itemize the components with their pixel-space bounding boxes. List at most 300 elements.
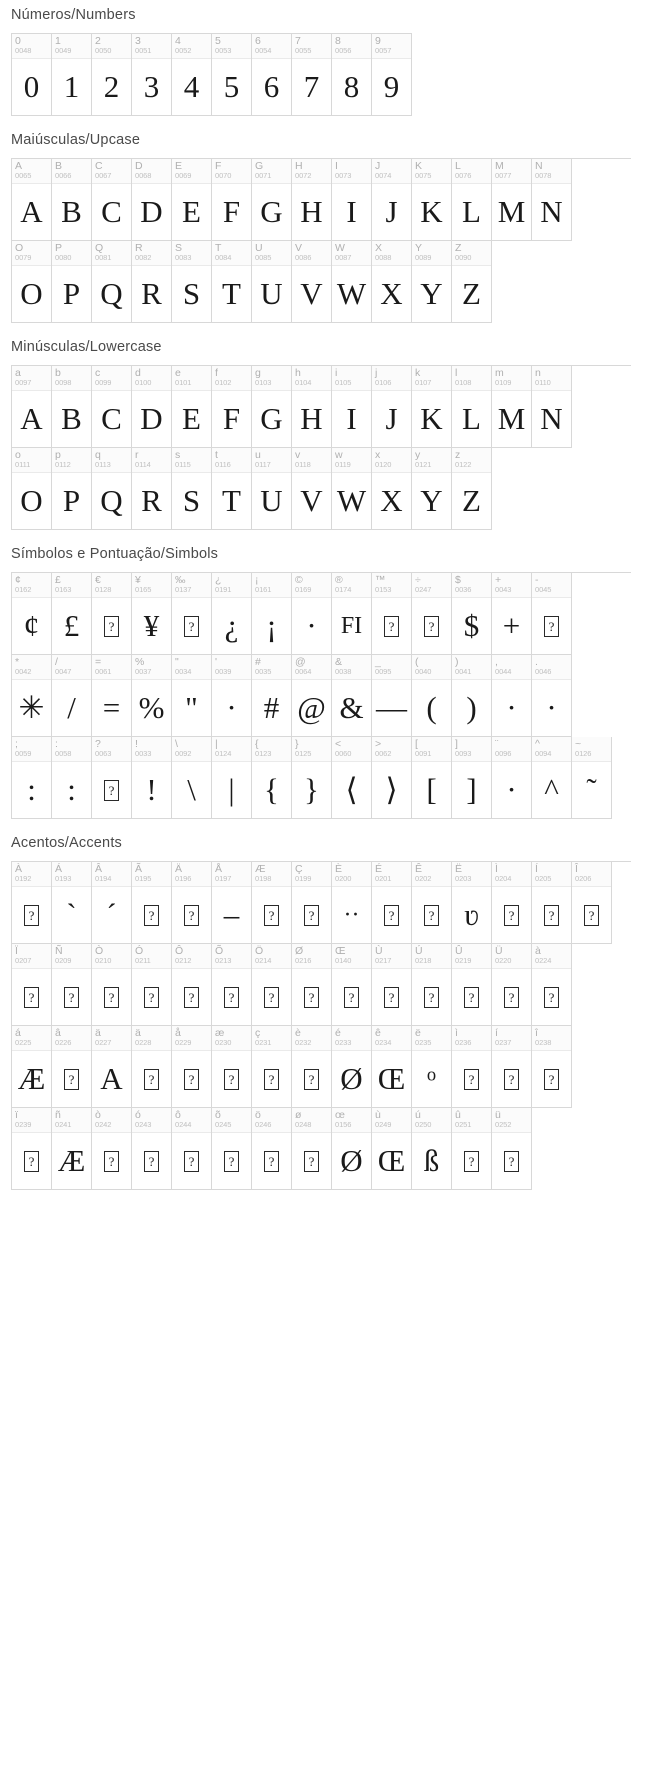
glyph-cell[interactable] — [12, 862, 52, 944]
glyph-cell[interactable] — [412, 366, 452, 448]
glyph-cell-header — [212, 655, 251, 680]
glyph-code-label: 0048 — [15, 46, 32, 55]
glyph-cell[interactable] — [332, 737, 372, 819]
glyph-cell[interactable] — [492, 737, 532, 819]
glyph-cell[interactable] — [412, 573, 452, 655]
glyph-preview: U — [260, 483, 283, 518]
glyph-cell[interactable] — [92, 159, 132, 241]
glyph-cell[interactable] — [52, 737, 92, 819]
glyph-preview: $ — [463, 608, 480, 643]
glyph-cell[interactable] — [332, 655, 372, 737]
glyph-cell-header — [92, 573, 131, 598]
glyph-cell-header — [292, 737, 331, 762]
glyph-cell[interactable] — [172, 1108, 212, 1190]
glyph-preview — [52, 969, 91, 1025]
glyph-cell[interactable] — [292, 1108, 332, 1190]
glyph-code-label: 0102 — [215, 378, 232, 387]
glyph-cell[interactable] — [332, 448, 372, 530]
glyph-char-label: ä — [95, 1027, 101, 1039]
glyph-cell[interactable] — [492, 655, 532, 737]
glyph-cell[interactable] — [452, 573, 492, 655]
glyph-cell[interactable] — [252, 944, 292, 1026]
glyph-code-label: 0047 — [55, 667, 72, 676]
notdef-box-icon: ? — [104, 1151, 119, 1172]
glyph-cell[interactable] — [212, 448, 252, 530]
glyph-cell[interactable] — [12, 34, 52, 116]
glyph-cell[interactable] — [132, 34, 172, 116]
glyph-cell-header — [412, 1026, 451, 1051]
glyph-cell[interactable] — [252, 655, 292, 737]
glyph-char-label: E — [175, 160, 183, 172]
glyph-char-label: ê — [375, 1027, 381, 1039]
glyph-code-label: 0214 — [255, 956, 272, 965]
glyph-cell[interactable] — [252, 1026, 292, 1108]
glyph-preview — [532, 887, 571, 943]
glyph-cell[interactable] — [212, 862, 252, 944]
glyph-cell[interactable] — [172, 944, 212, 1026]
glyph-cell[interactable] — [452, 366, 492, 448]
glyph-cell[interactable] — [292, 944, 332, 1026]
glyph-cell-header — [52, 573, 91, 598]
glyph-cell[interactable] — [132, 366, 172, 448]
glyph-cell[interactable] — [532, 737, 572, 819]
glyph-cell[interactable] — [52, 1026, 92, 1108]
glyph-char-label: F — [215, 160, 222, 172]
glyph-cell[interactable] — [412, 1108, 452, 1190]
notdef-box-icon: ? — [464, 1151, 479, 1172]
glyph-cell[interactable] — [292, 862, 332, 944]
glyph-cell[interactable] — [92, 1026, 132, 1108]
glyph-cell[interactable] — [452, 944, 492, 1026]
glyph-code-label: 0105 — [335, 378, 352, 387]
glyph-cell[interactable] — [12, 655, 52, 737]
glyph-cell-header — [212, 944, 251, 969]
glyph-cell[interactable] — [172, 573, 212, 655]
glyph-cell[interactable] — [372, 862, 412, 944]
glyph-cell-header — [172, 862, 211, 887]
glyph-code-label: 0231 — [255, 1038, 272, 1047]
glyph-cell[interactable] — [52, 1108, 92, 1190]
glyph-cell[interactable] — [332, 1108, 372, 1190]
glyph-cell-header — [12, 159, 51, 184]
glyph-cell[interactable] — [372, 448, 412, 530]
glyph-cell[interactable] — [212, 159, 252, 241]
glyph-code-label: 0095 — [375, 667, 392, 676]
glyph-cell-header — [52, 448, 91, 473]
glyph-preview: V — [300, 483, 323, 518]
glyph-preview — [492, 1051, 531, 1107]
glyph-cell[interactable] — [532, 862, 572, 944]
glyph-cell[interactable] — [252, 159, 292, 241]
glyph-cell[interactable] — [372, 159, 412, 241]
glyph-cell[interactable] — [412, 944, 452, 1026]
glyph-code-label: 0216 — [295, 956, 312, 965]
glyph-cell[interactable] — [452, 862, 492, 944]
glyph-cell[interactable] — [52, 573, 92, 655]
glyph-cell[interactable] — [172, 366, 212, 448]
glyph-cell[interactable] — [132, 655, 172, 737]
glyph-cell[interactable] — [332, 944, 372, 1026]
glyph-preview — [492, 1133, 531, 1189]
glyph-cell[interactable] — [132, 1108, 172, 1190]
glyph-preview — [92, 1133, 131, 1189]
glyph-cell[interactable] — [132, 241, 172, 323]
glyph-code-label: 0067 — [95, 171, 112, 180]
glyph-char-label: N — [535, 160, 543, 172]
glyph-cell[interactable] — [132, 944, 172, 1026]
glyph-cell-header — [212, 737, 251, 762]
glyph-preview: N — [540, 401, 563, 436]
glyph-cell-header — [12, 862, 51, 887]
glyph-preview: I — [346, 194, 357, 229]
glyph-cell[interactable] — [412, 655, 452, 737]
glyph-cell[interactable] — [332, 34, 372, 116]
glyph-cell[interactable] — [412, 159, 452, 241]
glyph-cell[interactable] — [372, 1026, 412, 1108]
glyph-char-label: ñ — [55, 1109, 61, 1121]
glyph-cell[interactable] — [292, 573, 332, 655]
glyph-cell-header — [532, 944, 571, 969]
glyph-cell[interactable] — [172, 737, 212, 819]
glyph-cell[interactable] — [532, 1026, 572, 1108]
glyph-cell[interactable] — [92, 241, 132, 323]
glyph-cell[interactable] — [172, 862, 212, 944]
glyph-char-label: 8 — [335, 35, 341, 47]
glyph-cell[interactable] — [292, 366, 332, 448]
glyph-cell[interactable] — [412, 1026, 452, 1108]
notdef-box-icon: ? — [544, 987, 559, 1008]
glyph-cell[interactable] — [92, 34, 132, 116]
glyph-preview: ! — [146, 772, 157, 807]
glyph-preview: } — [304, 772, 319, 807]
glyph-cell-header — [292, 862, 331, 887]
glyph-cell[interactable] — [52, 159, 92, 241]
glyph-code-label: 0153 — [375, 585, 392, 594]
glyph-cell[interactable] — [52, 448, 92, 530]
glyph-cell[interactable] — [12, 159, 52, 241]
glyph-char-label: | — [215, 738, 218, 750]
glyph-cell[interactable] — [172, 1026, 212, 1108]
glyph-char-label: ' — [215, 656, 218, 668]
glyph-char-label: ü — [495, 1109, 501, 1121]
glyph-cell[interactable] — [52, 944, 92, 1026]
glyph-cell-header — [292, 944, 331, 969]
glyph-cell[interactable] — [292, 34, 332, 116]
glyph-char-label: ø — [295, 1109, 302, 1121]
glyph-preview: [ — [426, 772, 437, 807]
glyph-cell[interactable] — [532, 944, 572, 1026]
glyph-cell-header — [92, 862, 131, 887]
glyph-code-label: 0232 — [295, 1038, 312, 1047]
glyph-cell-header — [172, 944, 211, 969]
glyph-cell[interactable] — [92, 1108, 132, 1190]
glyph-cell[interactable] — [532, 366, 572, 448]
glyph-cell[interactable] — [332, 1026, 372, 1108]
glyph-cell[interactable] — [332, 366, 372, 448]
glyph-cell[interactable] — [52, 241, 92, 323]
glyph-char-label: ¡ — [255, 574, 259, 586]
glyph-code-label: 0043 — [495, 585, 512, 594]
glyph-cell[interactable] — [132, 448, 172, 530]
glyph-cell[interactable] — [12, 1026, 52, 1108]
glyph-char-label: V — [295, 242, 303, 254]
glyph-cell[interactable] — [572, 862, 612, 944]
glyph-cell-header — [12, 737, 51, 762]
glyph-cell-header — [92, 241, 131, 266]
glyph-cell[interactable] — [172, 241, 212, 323]
glyph-cell[interactable] — [292, 737, 332, 819]
glyph-cell[interactable] — [452, 448, 492, 530]
glyph-preview: R — [141, 276, 162, 311]
glyph-code-label: 0213 — [215, 956, 232, 965]
glyph-code-label: 0096 — [495, 749, 512, 758]
glyph-cell[interactable] — [12, 366, 52, 448]
glyph-cell[interactable] — [332, 862, 372, 944]
glyph-cell-header — [52, 366, 91, 391]
glyph-char-label: È — [335, 863, 343, 875]
glyph-cell[interactable] — [532, 655, 572, 737]
glyph-cell-header — [172, 34, 211, 59]
glyph-char-label: ~ — [575, 738, 582, 750]
glyph-preview: I — [346, 401, 357, 436]
glyph-code-label: 0156 — [335, 1120, 352, 1129]
glyph-code-label: 0081 — [95, 253, 112, 262]
glyph-cell[interactable] — [92, 862, 132, 944]
glyph-preview: · — [546, 690, 557, 725]
glyph-cell[interactable] — [252, 241, 292, 323]
glyph-cell[interactable] — [212, 737, 252, 819]
glyph-cell[interactable] — [212, 944, 252, 1026]
glyph-cell[interactable] — [132, 1026, 172, 1108]
glyph-char-label: ö — [255, 1109, 261, 1121]
glyph-cell[interactable] — [492, 366, 532, 448]
glyph-char-label: î — [535, 1027, 538, 1039]
glyph-code-label: 0243 — [135, 1120, 152, 1129]
glyph-preview: K — [420, 401, 443, 436]
glyph-cell[interactable] — [52, 862, 92, 944]
glyph-cell[interactable] — [252, 366, 292, 448]
glyph-cell[interactable] — [92, 573, 132, 655]
glyph-cell[interactable] — [212, 1108, 252, 1190]
glyph-cell[interactable] — [92, 737, 132, 819]
glyph-cell-header — [132, 573, 171, 598]
glyph-cell[interactable] — [212, 366, 252, 448]
glyph-cell-header — [452, 944, 491, 969]
glyph-cell[interactable] — [412, 241, 452, 323]
glyph-cell[interactable] — [132, 862, 172, 944]
glyph-cell[interactable] — [12, 944, 52, 1026]
glyph-cell[interactable] — [372, 34, 412, 116]
glyph-code-label: 0217 — [375, 956, 392, 965]
glyph-cell-header — [252, 1026, 291, 1051]
glyph-cell[interactable] — [132, 573, 172, 655]
glyph-preview: 0 — [23, 69, 40, 104]
glyph-cell[interactable] — [12, 573, 52, 655]
glyph-cell[interactable] — [372, 737, 412, 819]
glyph-cell-header — [532, 737, 571, 762]
glyph-cell[interactable] — [252, 573, 292, 655]
glyph-preview: S — [182, 276, 201, 311]
glyph-cell[interactable] — [532, 159, 572, 241]
glyph-preview: T — [222, 483, 241, 518]
glyph-cell-header — [172, 655, 211, 680]
glyph-cell[interactable] — [372, 1108, 412, 1190]
glyph-cell[interactable] — [492, 159, 532, 241]
glyph-cell[interactable] — [252, 448, 292, 530]
glyph-code-label: 0070 — [215, 171, 232, 180]
glyph-cell[interactable] — [252, 862, 292, 944]
glyph-preview — [172, 1051, 211, 1107]
glyph-code-label: 0202 — [415, 874, 432, 883]
glyph-cell[interactable] — [372, 944, 412, 1026]
glyph-cell[interactable] — [252, 737, 292, 819]
glyph-char-label: L — [455, 160, 461, 172]
glyph-code-label: 0193 — [55, 874, 72, 883]
glyph-cell[interactable] — [492, 573, 532, 655]
glyph-cell[interactable] — [292, 655, 332, 737]
glyph-preview: Z — [462, 483, 481, 518]
glyph-preview: P — [62, 276, 81, 311]
glyph-preview: D — [140, 194, 163, 229]
glyph-cell[interactable] — [332, 573, 372, 655]
glyph-cell[interactable] — [532, 573, 572, 655]
glyph-cell[interactable] — [212, 241, 252, 323]
glyph-preview: N — [540, 194, 563, 229]
glyph-char-label: Ì — [495, 863, 498, 875]
glyph-char-label: l — [455, 367, 458, 379]
glyph-cell[interactable] — [52, 34, 92, 116]
glyph-code-label: 0233 — [335, 1038, 352, 1047]
glyph-code-label: 0082 — [135, 253, 152, 262]
glyph-cell[interactable] — [452, 1108, 492, 1190]
glyph-cell[interactable] — [452, 159, 492, 241]
glyph-cell-header — [252, 448, 291, 473]
glyph-cell[interactable] — [172, 34, 212, 116]
notdef-box-icon: ? — [384, 905, 399, 926]
glyph-cell[interactable] — [372, 573, 412, 655]
glyph-char-label: 4 — [175, 35, 181, 47]
glyph-code-label: 0174 — [335, 585, 352, 594]
glyph-cell[interactable] — [332, 159, 372, 241]
glyph-grid — [11, 158, 631, 323]
glyph-cell[interactable] — [292, 159, 332, 241]
glyph-code-label: 0109 — [495, 378, 512, 387]
glyph-cell[interactable] — [92, 448, 132, 530]
glyph-char-label: ] — [455, 738, 458, 750]
glyph-char-label: T — [215, 242, 222, 254]
glyph-code-label: 0066 — [55, 171, 72, 180]
glyph-cell-header — [532, 655, 571, 680]
glyph-cell[interactable] — [12, 737, 52, 819]
glyph-char-label: h — [295, 367, 301, 379]
glyph-cell[interactable] — [92, 655, 132, 737]
glyph-cell[interactable] — [292, 1026, 332, 1108]
glyph-code-label: 0239 — [15, 1120, 32, 1129]
glyph-cell[interactable] — [212, 655, 252, 737]
glyph-cell[interactable] — [452, 655, 492, 737]
glyph-cell[interactable] — [452, 737, 492, 819]
glyph-cell[interactable] — [252, 34, 292, 116]
glyph-cell[interactable] — [132, 159, 172, 241]
glyph-preview: — — [376, 690, 407, 725]
glyph-cell[interactable] — [492, 862, 532, 944]
glyph-cell[interactable] — [492, 1026, 532, 1108]
glyph-preview — [532, 1051, 571, 1107]
notdef-box-icon: ? — [144, 1151, 159, 1172]
glyph-cell[interactable] — [132, 737, 172, 819]
glyph-cell[interactable] — [372, 241, 412, 323]
glyph-char-label: Æ — [255, 863, 266, 875]
glyph-cell[interactable] — [172, 448, 212, 530]
glyph-cell[interactable] — [212, 1026, 252, 1108]
glyph-char-label: r — [135, 449, 139, 461]
glyph-cell[interactable] — [92, 366, 132, 448]
glyph-cell-header — [92, 944, 131, 969]
glyph-cell-header — [332, 862, 371, 887]
glyph-cell[interactable] — [252, 1108, 292, 1190]
glyph-preview: B — [61, 401, 82, 436]
glyph-cell-header — [372, 448, 411, 473]
glyph-cell[interactable] — [372, 366, 412, 448]
glyph-code-label: 0063 — [95, 749, 112, 758]
glyph-cell[interactable] — [372, 655, 412, 737]
glyph-cell-header — [372, 573, 411, 598]
glyph-cell[interactable] — [12, 1108, 52, 1190]
glyph-code-label: 0191 — [215, 585, 232, 594]
glyph-cell[interactable] — [92, 944, 132, 1026]
glyph-cell[interactable] — [52, 366, 92, 448]
glyph-preview — [372, 598, 411, 654]
glyph-cell[interactable] — [292, 241, 332, 323]
glyph-cell-header — [212, 159, 251, 184]
glyph-cell[interactable] — [12, 241, 52, 323]
glyph-preview: Œ — [377, 1061, 406, 1096]
glyph-cell[interactable] — [212, 573, 252, 655]
glyph-cell[interactable] — [332, 241, 372, 323]
glyph-cell[interactable] — [492, 944, 532, 1026]
glyph-cell-header — [132, 448, 171, 473]
glyph-preview: ^ — [544, 772, 559, 807]
glyph-code-label: 0069 — [175, 171, 192, 180]
glyph-char-label: À — [15, 863, 23, 875]
glyph-cell-header — [452, 862, 491, 887]
glyph-cell-header — [92, 655, 131, 680]
glyph-preview: X — [380, 483, 403, 518]
glyph-cell[interactable] — [412, 448, 452, 530]
glyph-char-label: ® — [335, 574, 343, 586]
glyph-cell[interactable] — [212, 34, 252, 116]
glyph-cell-header — [132, 862, 171, 887]
glyph-code-label: 0035 — [255, 667, 272, 676]
glyph-cell[interactable] — [412, 737, 452, 819]
glyph-code-label: 0162 — [15, 585, 32, 594]
glyph-cell[interactable] — [452, 241, 492, 323]
glyph-cell[interactable] — [292, 448, 332, 530]
glyph-cell[interactable] — [172, 159, 212, 241]
glyph-cell[interactable] — [412, 862, 452, 944]
glyph-cell-header — [412, 159, 451, 184]
glyph-cell[interactable] — [492, 1108, 532, 1190]
glyph-code-label: 0075 — [415, 171, 432, 180]
glyph-cell[interactable] — [572, 737, 612, 819]
glyph-cell[interactable] — [52, 655, 92, 737]
notdef-box-icon: ? — [264, 905, 279, 926]
glyph-cell[interactable] — [12, 448, 52, 530]
glyph-cell-header — [332, 448, 371, 473]
glyph-cell[interactable] — [452, 1026, 492, 1108]
glyph-cell[interactable] — [172, 655, 212, 737]
glyph-code-label: 0200 — [335, 874, 352, 883]
